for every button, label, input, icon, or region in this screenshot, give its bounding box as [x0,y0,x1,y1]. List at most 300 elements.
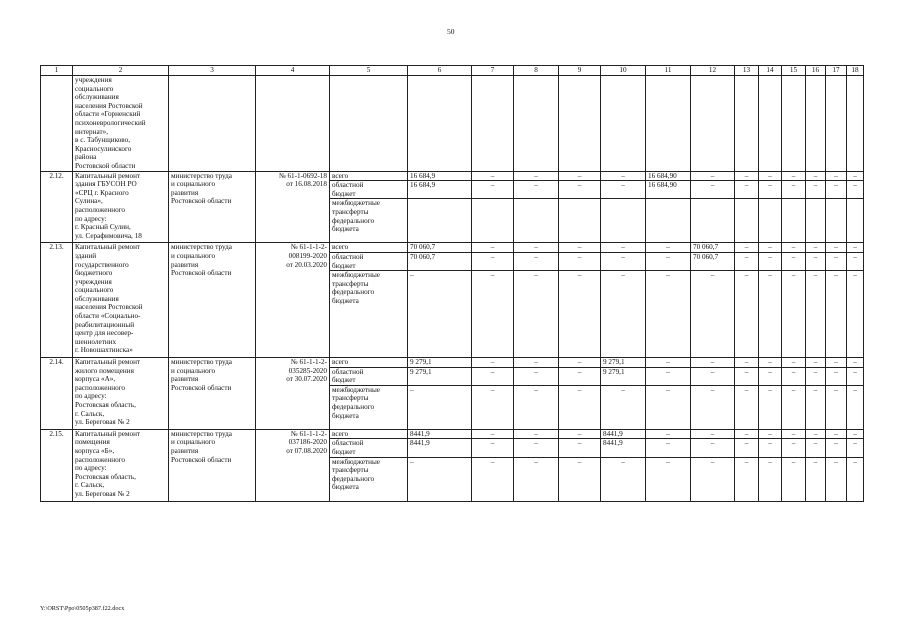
value-cell: – [806,243,826,253]
value-cell: – [559,439,601,457]
value-cell: 8441,9 [408,429,472,439]
funding-source-label-line: областной [332,439,364,448]
funding-source-label-line: областной [332,252,364,261]
expertise-doc-cell-line: № 61-1-1-2- [290,429,327,438]
ministry-cell [169,171,256,243]
funding-source-label-line: бюджет [332,376,356,385]
table-row [41,358,864,368]
ministry-cell-line: министерство труда [171,243,232,252]
value-cell: – [601,385,646,429]
value-cell: – [691,439,735,457]
value-cell: 16 684,9 [408,171,472,181]
value-cell: – [691,457,735,501]
value-cell: 9 279,1 [601,358,646,368]
value-cell: – [691,181,735,199]
empty-cell [514,76,559,172]
funding-source-label-line: бюджет [332,261,356,270]
column-number-header: 18 [847,66,864,76]
ministry-cell-line: Ростовской области [171,197,232,206]
value-cell [691,199,735,243]
value-cell: – [782,252,806,270]
value-cell [559,199,601,243]
value-cell: – [782,367,806,385]
value-cell: – [847,271,864,358]
value-cell: – [408,457,472,501]
funding-source-label-line: межбюджетные [332,271,380,280]
value-cell: – [847,429,864,439]
value-cell: 70 060,7 [408,252,472,270]
value-cell: – [735,181,759,199]
value-cell: – [559,358,601,368]
value-cell: – [806,181,826,199]
value-cell [408,199,472,243]
object-name-cell-line: Ростовская область, [75,472,136,481]
empty-cell [847,76,864,172]
table-row [41,171,864,181]
value-cell: – [691,385,735,429]
object-name-cell-line: психоневрологический [75,118,146,127]
value-cell: – [514,171,559,181]
funding-source-label-line: бюджет [332,448,356,457]
object-name-cell-line: шеннолетних [75,337,117,346]
funding-source-label [330,181,408,199]
expertise-doc-cell [256,243,330,358]
value-cell: – [826,457,847,501]
column-number-header: 7 [472,66,514,76]
object-name-cell-line: Капитальный ремонт [75,171,141,180]
budget-table [40,65,864,502]
value-cell [826,199,847,243]
value-cell [847,199,864,243]
value-cell: – [646,243,691,253]
empty-cell [806,76,826,172]
funding-source-label-line: трансферты [332,466,369,475]
value-cell: 70 060,7 [408,243,472,253]
expertise-doc-cell-line: № 61-1-1-2- [290,358,327,367]
value-cell: – [601,252,646,270]
value-cell: – [806,252,826,270]
value-cell: 16 684,90 [646,171,691,181]
value-cell: – [691,271,735,358]
object-name-cell-line: зданий [75,251,97,260]
object-name-cell-line: ул. Береговая № 2 [75,418,130,427]
item-number: 2.13. [41,243,73,358]
object-name-cell [73,358,169,430]
empty-cell [735,76,759,172]
value-cell: – [847,252,864,270]
value-cell [514,199,559,243]
empty-cell [826,76,847,172]
value-cell: – [601,181,646,199]
object-name-cell-line: расположенного [75,383,126,392]
value-cell: – [514,367,559,385]
value-cell: – [472,358,514,368]
object-name-cell-line: области «Горненский [75,110,141,119]
value-cell: – [782,181,806,199]
ministry-cell-line: и социального [171,366,216,375]
object-name-cell-line: расположенного [75,205,126,214]
empty-cell [408,76,472,172]
expertise-doc-cell-line: от 30.07.2020 [286,375,327,384]
ministry-cell [169,429,256,501]
value-cell: – [559,252,601,270]
ministry-cell-line: и социального [171,251,216,260]
column-number-header: 15 [782,66,806,76]
value-cell: – [514,385,559,429]
value-cell: – [826,271,847,358]
value-cell: – [806,429,826,439]
object-name-cell-line: Капитальный ремонт [75,358,141,367]
ministry-cell-line: и социального [171,180,216,189]
value-cell: – [826,358,847,368]
value-cell [646,199,691,243]
ministry-cell-line: Ростовской области [171,383,232,392]
funding-source-label [330,243,408,253]
expertise-doc-cell [256,171,330,243]
funding-source-label-line: бюджет [332,189,356,198]
funding-source-label-line: бюджета [332,296,359,305]
column-number-header: 9 [559,66,601,76]
value-cell: – [759,367,782,385]
value-cell: – [826,171,847,181]
funding-source-label [330,439,408,457]
file-path-footer: Y:\ORST\Ppo\0505p387.f22.docx [40,605,125,612]
value-cell: – [826,367,847,385]
value-cell: – [735,358,759,368]
value-cell: – [847,358,864,368]
object-name-cell-line: по адресу: [75,392,107,401]
value-cell: – [514,429,559,439]
value-cell: – [472,367,514,385]
object-name-cell-line: бюджетного [75,269,113,278]
value-cell: – [472,457,514,501]
column-number-header: 14 [759,66,782,76]
funding-source-label-line: бюджета [332,411,359,420]
value-cell: – [559,429,601,439]
value-cell: – [782,385,806,429]
ministry-cell [169,358,256,430]
column-number-header: 5 [330,66,408,76]
value-cell [759,199,782,243]
value-cell: – [514,243,559,253]
object-name-cell [73,171,169,243]
object-name-cell-line: по адресу: [75,464,107,473]
value-cell: – [646,457,691,501]
object-name-cell-line: государственного [75,260,129,269]
object-name-cell-line: социального [75,286,114,295]
value-cell: – [472,439,514,457]
value-cell: – [472,181,514,199]
column-number-header: 4 [256,66,330,76]
value-cell: – [806,439,826,457]
value-cell: – [847,181,864,199]
ministry-cell-line: министерство труда [171,429,232,438]
value-cell: – [559,181,601,199]
value-cell: – [782,243,806,253]
ministry-cell-line: развития [171,188,199,197]
column-number-header: 2 [73,66,169,76]
value-cell: – [559,457,601,501]
object-name-cell-line: обслуживания [75,93,119,102]
funding-source-label-line: всего [332,171,349,180]
column-number-header: 10 [601,66,646,76]
value-cell: – [735,439,759,457]
value-cell: – [735,385,759,429]
funding-source-label [330,199,408,243]
funding-source-label-line: областной [332,181,364,190]
item-number: 2.15. [41,429,73,501]
value-cell: 8441,9 [601,439,646,457]
column-number-header: 11 [646,66,691,76]
value-cell: – [514,439,559,457]
funding-source-label [330,429,408,439]
ministry-cell-line: министерство труда [171,171,232,180]
funding-source-label-line: всего [332,243,349,252]
object-name-cell-line: населения Ростовской [75,303,143,312]
value-cell: – [847,243,864,253]
object-name-cell-line: здания ГБУСОН РО [75,180,137,189]
object-name-cell-line: учреждения [75,277,112,286]
value-cell: – [514,252,559,270]
empty-cell [759,76,782,172]
value-cell: – [759,271,782,358]
object-name-cell-line: Красносулинского [75,144,132,153]
funding-source-label-line: федерального [332,403,375,412]
value-cell: – [826,439,847,457]
object-name-cell-line: области «Социально- [75,312,141,321]
object-name-cell-line: района [75,153,97,162]
object-name-cell-line: г. Новошахтинска» [75,346,133,355]
table-row [41,429,864,439]
funding-source-label-line: всего [332,358,349,367]
value-cell: – [759,439,782,457]
value-cell: – [847,385,864,429]
ministry-cell-line: Ростовской области [171,269,232,278]
funding-source-label-line: трансферты [332,207,369,216]
value-cell: – [806,358,826,368]
funding-source-label [330,171,408,181]
value-cell: – [759,457,782,501]
value-cell: – [826,252,847,270]
expertise-doc-cell-line: № 61-1-0692-18 [278,171,327,180]
value-cell: – [847,457,864,501]
value-cell: – [759,181,782,199]
object-name-cell-line: Ростовской области [75,161,136,170]
empty-cell [601,76,646,172]
value-cell: – [514,457,559,501]
value-cell: – [646,367,691,385]
value-cell: – [735,171,759,181]
funding-source-label-line: федерального [332,474,375,483]
value-cell: – [691,358,735,368]
value-cell: – [759,171,782,181]
object-name-cell [73,76,169,172]
expertise-doc-cell-line: от 20.03.2020 [286,260,327,269]
expertise-doc-cell-line: 037186-2020 [288,438,327,447]
value-cell: – [646,271,691,358]
ministry-cell-line: развития [171,375,199,384]
expertise-doc-cell-line: № 61-1-1-2- [290,243,327,252]
value-cell: – [559,367,601,385]
object-name-cell-line: учреждения [75,76,112,84]
object-name-cell-line: социального [75,84,114,93]
object-name-cell-line: реабилитационный [75,320,135,329]
item-number: 2.14. [41,358,73,430]
object-name-cell-line: расположенного [75,455,126,464]
object-name-cell-line: Ростовская область, [75,401,136,410]
value-cell: – [559,385,601,429]
object-name-cell-line: ул. Серафимовича, 18 [75,231,142,240]
value-cell: – [691,367,735,385]
object-name-cell-line: населения Ростовской [75,101,143,110]
object-name-cell-line: в с. Табунщиково, [75,136,131,145]
value-cell: – [559,243,601,253]
value-cell: – [759,243,782,253]
value-cell: – [601,271,646,358]
value-cell: – [646,252,691,270]
ministry-cell-line: и социального [171,438,216,447]
value-cell [782,199,806,243]
value-cell: 70 060,7 [691,252,735,270]
funding-source-label-line: межбюджетные [332,385,380,394]
value-cell: – [782,457,806,501]
expertise-doc-cell [256,429,330,501]
expertise-doc-cell-line: 035285-2020 [288,366,327,375]
ministry-cell [169,243,256,358]
value-cell: – [782,271,806,358]
value-cell: – [472,271,514,358]
funding-source-label-line: областной [332,367,364,376]
object-name-cell-line: г. Красный Сулин, [75,223,131,232]
ministry-cell-line: Ростовской области [171,455,232,464]
column-number-header: 16 [806,66,826,76]
empty-cell [782,76,806,172]
funding-source-label-line: федерального [332,216,375,225]
value-cell: – [735,243,759,253]
value-cell: – [691,429,735,439]
value-cell: – [826,243,847,253]
funding-source-label-line: межбюджетные [332,457,380,466]
empty-cell [472,76,514,172]
item-number: 2.12. [41,171,73,243]
value-cell: – [806,271,826,358]
value-cell: – [646,429,691,439]
funding-source-label-line: межбюджетные [332,199,380,208]
expertise-doc-cell-line: от 07.08.2020 [286,447,327,456]
value-cell: – [759,385,782,429]
value-cell: – [646,358,691,368]
object-name-cell-line: ул. Береговая № 2 [75,490,130,499]
object-name-cell-line: помещения [75,438,110,447]
value-cell: – [826,181,847,199]
value-cell: – [735,457,759,501]
value-cell: – [806,367,826,385]
value-cell [806,199,826,243]
object-name-cell-line: г. Сальск, [75,481,105,490]
value-cell: – [408,385,472,429]
value-cell: – [806,385,826,429]
column-number-header: 6 [408,66,472,76]
funding-source-label [330,252,408,270]
value-cell: – [646,385,691,429]
value-cell: – [759,358,782,368]
value-cell: – [472,429,514,439]
value-cell: – [735,271,759,358]
value-cell: – [806,457,826,501]
value-cell [601,199,646,243]
object-name-cell [73,243,169,358]
value-cell: – [691,171,735,181]
object-name-cell-line: по адресу: [75,214,107,223]
empty-cell [646,76,691,172]
empty-cell [256,76,330,172]
value-cell: – [601,457,646,501]
ministry-cell-line: развития [171,447,199,456]
value-cell: – [472,252,514,270]
object-name-cell-line: Капитальный ремонт [75,429,141,438]
object-name-cell [73,429,169,501]
ministry-cell-line: министерство труда [171,358,232,367]
funding-source-label-line: федерального [332,288,375,297]
object-name-cell-line: жилого помещения [75,366,134,375]
column-number-header: 13 [735,66,759,76]
value-cell: – [847,439,864,457]
value-cell: 70 060,7 [691,243,735,253]
value-cell: – [472,243,514,253]
column-number-header: 12 [691,66,735,76]
object-name-cell-line: интернат», [75,127,108,136]
value-cell: – [782,439,806,457]
object-name-cell-line: Сулина», [75,197,103,206]
value-cell: – [735,367,759,385]
expertise-doc-cell-line: от 16.08.2018 [286,180,327,189]
funding-source-label [330,358,408,368]
value-cell: 16 684,90 [646,181,691,199]
column-number-header: 8 [514,66,559,76]
object-name-cell-line: корпуса «А», [75,375,116,384]
column-number-header: 3 [169,66,256,76]
value-cell: – [646,439,691,457]
value-cell [472,199,514,243]
value-cell: 8441,9 [408,439,472,457]
funding-source-label-line: трансферты [332,394,369,403]
funding-source-label [330,457,408,501]
value-cell: – [472,171,514,181]
value-cell: – [514,271,559,358]
value-cell: – [472,385,514,429]
funding-source-label [330,367,408,385]
funding-source-label-line: бюджета [332,225,359,234]
empty-cell [559,76,601,172]
value-cell: – [826,385,847,429]
empty-cell [41,76,73,172]
value-cell: – [782,358,806,368]
value-cell: – [408,271,472,358]
value-cell: 16 684,9 [408,181,472,199]
expertise-doc-cell [256,358,330,430]
object-name-cell-line: г. Сальск, [75,409,105,418]
value-cell: 8441,9 [601,429,646,439]
value-cell: – [559,271,601,358]
value-cell: – [559,171,601,181]
object-name-cell-line: обслуживания [75,294,119,303]
column-number-header: 1 [41,66,73,76]
continuation-row [41,76,864,172]
value-cell [735,199,759,243]
value-cell: – [847,171,864,181]
value-cell: – [735,429,759,439]
expertise-doc-cell-line: 008199-2020 [288,251,327,260]
